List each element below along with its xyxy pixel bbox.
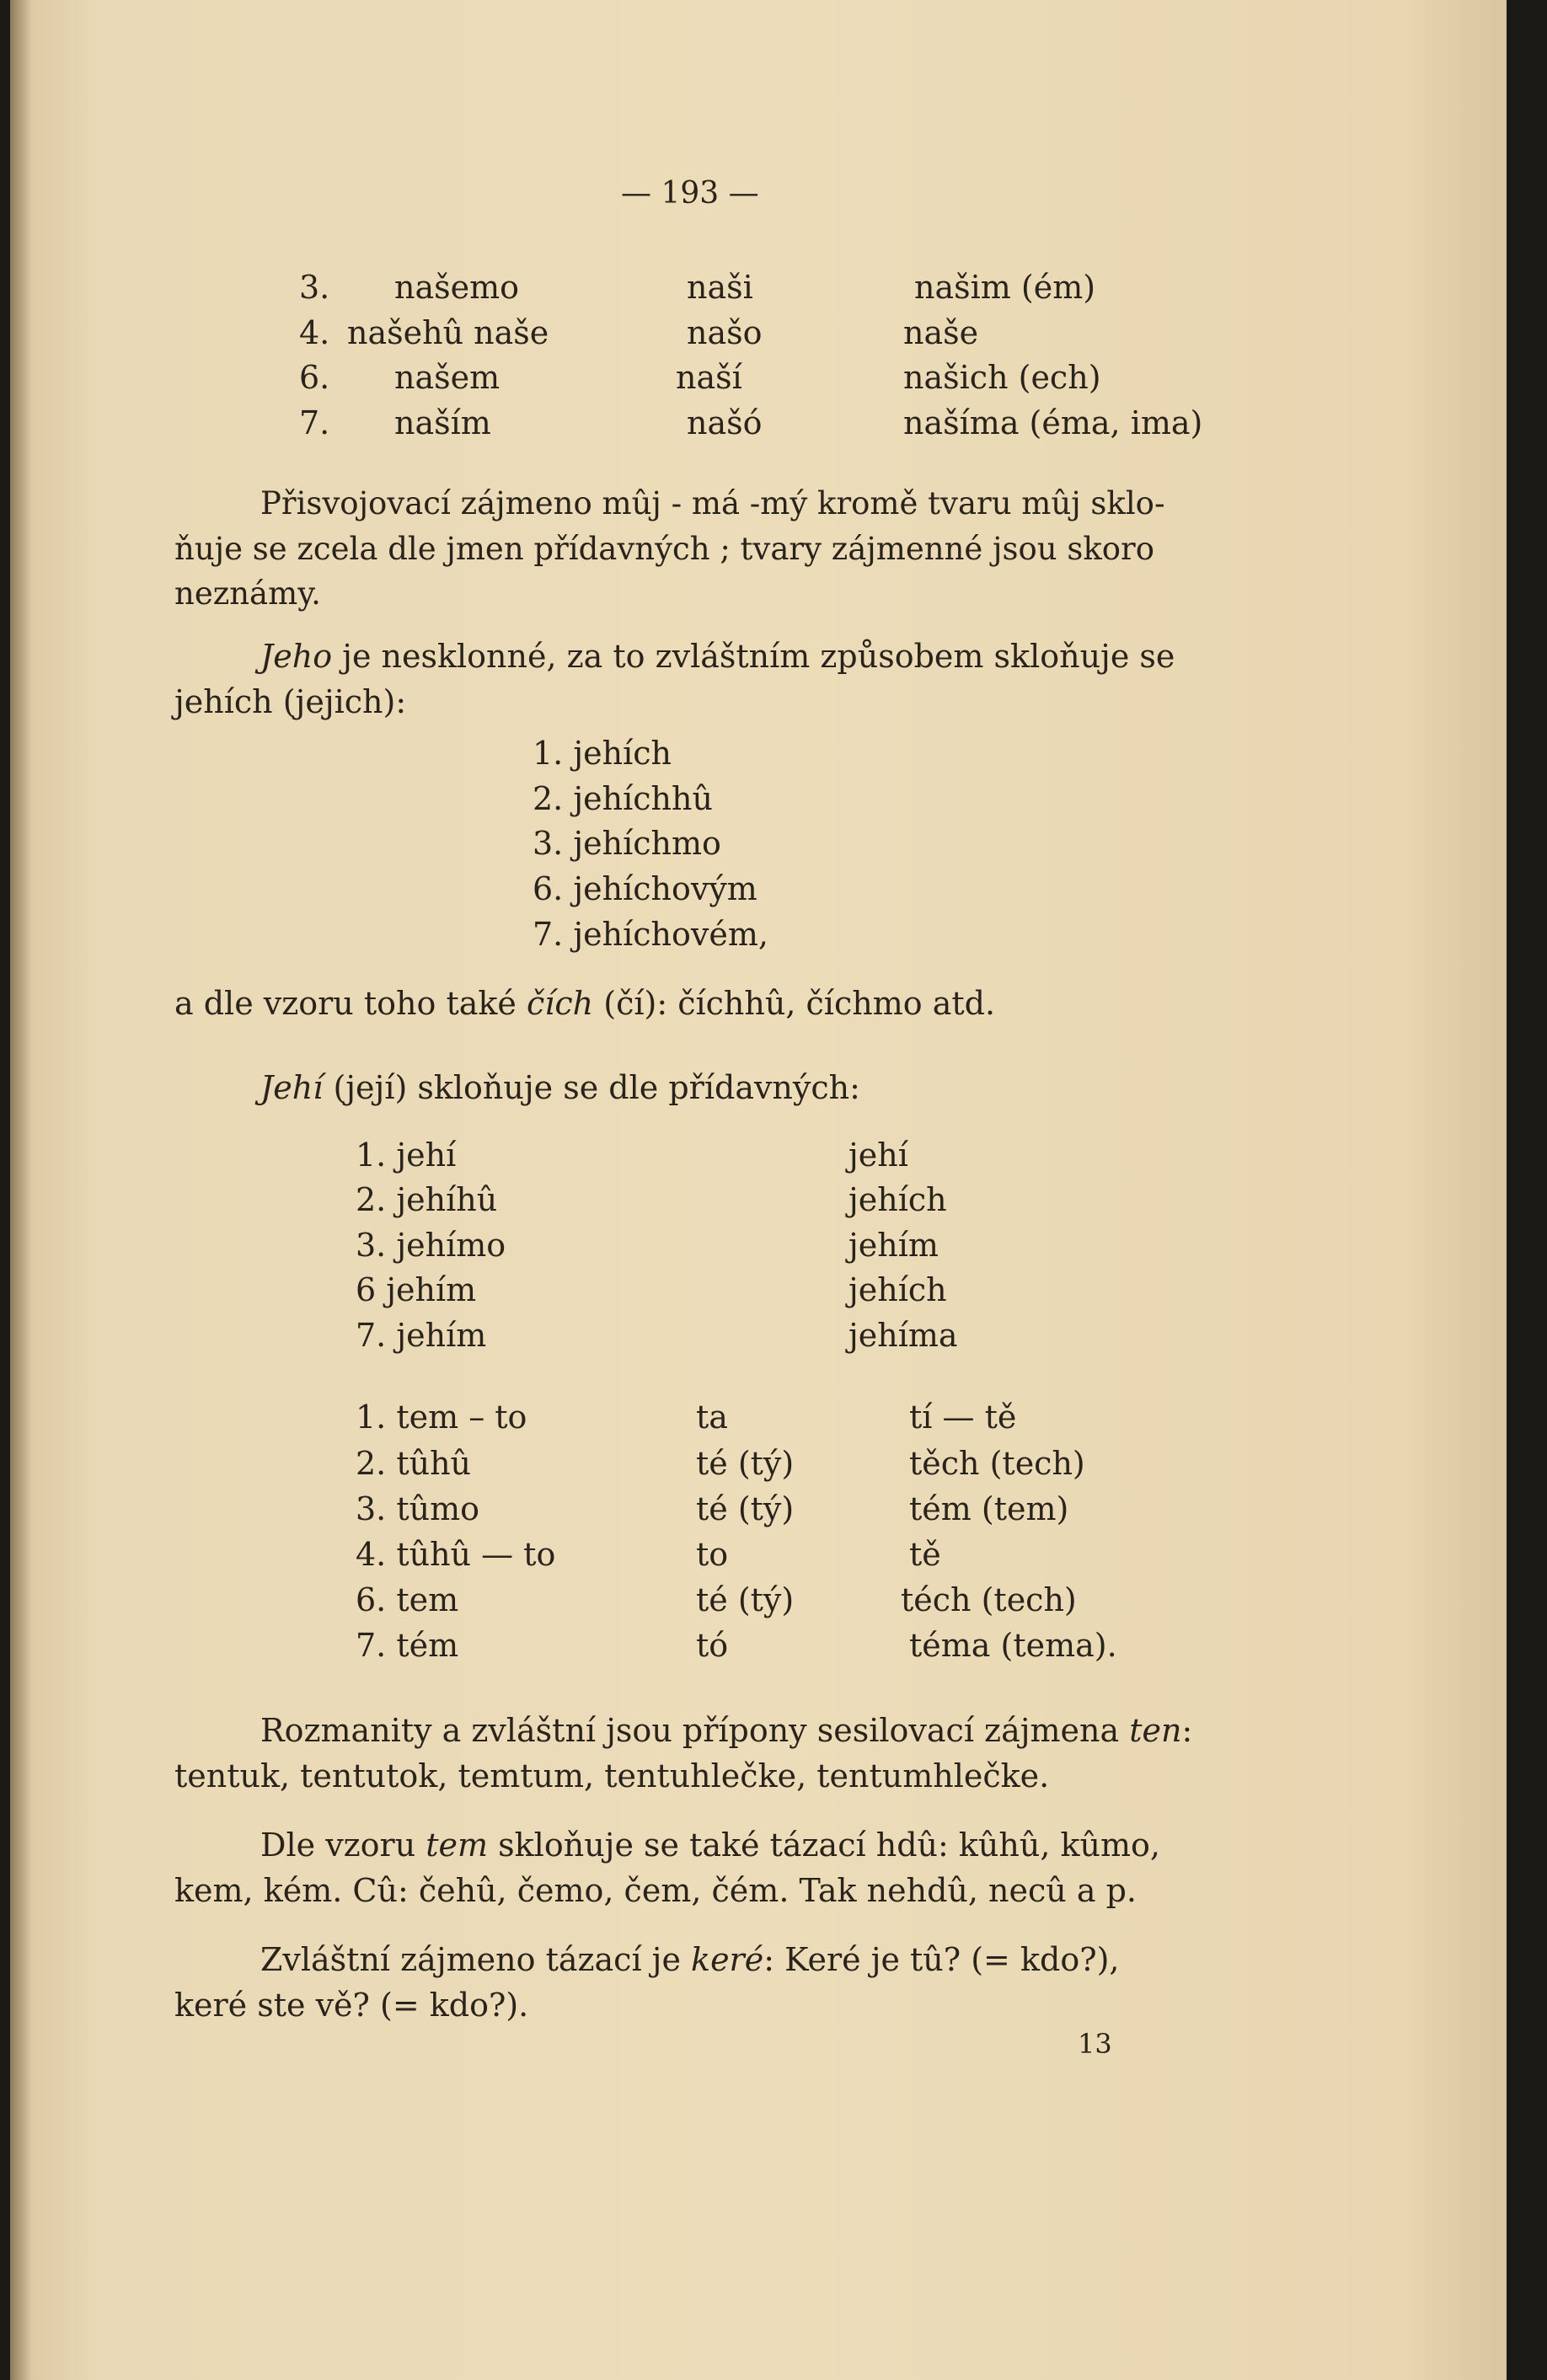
emphasis-word: Jehí <box>260 1069 324 1106</box>
paragraph-cich <box>174 985 996 1022</box>
table-cell: 3. jehímo <box>356 1227 506 1264</box>
table-cell: našich (ech) <box>903 359 1101 396</box>
text-span: Zvláštní zájmeno tázací je <box>260 1941 692 1978</box>
table-cell: jehích <box>848 1181 947 1218</box>
text-span: : <box>1181 1712 1193 1749</box>
table-cell: 6 jehím <box>356 1271 477 1308</box>
paragraph-jehi <box>260 1069 860 1106</box>
table-cell: tě <box>909 1536 941 1573</box>
table-cell: té (tý) <box>696 1581 795 1618</box>
text-line: jehích (jejich): <box>174 683 407 720</box>
list-item: 6. jehíchovým <box>533 870 757 907</box>
table-cell: našim (ém) <box>914 269 1096 306</box>
table-cell: té (tý) <box>696 1445 795 1482</box>
emphasis-word: keré <box>691 1941 764 1978</box>
list-item: 2. jehíchhû <box>533 780 713 817</box>
table-cell: jehích <box>848 1271 947 1308</box>
table-cell: 7. tém <box>356 1627 459 1664</box>
list-item: 1. jehích <box>533 735 672 772</box>
table-cell: ta <box>696 1399 728 1436</box>
table-cell: 1. tem – to <box>356 1399 527 1436</box>
text-span: (čí): číchhû, číchmo atd. <box>593 985 996 1022</box>
text-line: keré ste vě? (= kdo?). <box>174 1987 529 2024</box>
text-line <box>260 1941 1120 1978</box>
case-number: 6. <box>299 359 330 396</box>
table-cell: 2. tûhû <box>356 1445 472 1482</box>
emphasis-word: ten <box>1129 1712 1182 1749</box>
table-cell: jehíma <box>848 1317 958 1354</box>
text-span: skloňuje se také tázací hdû: kûhû, kûmo, <box>488 1826 1160 1864</box>
table-cell: téch (tech) <box>901 1581 1077 1618</box>
text-line: ňuje se zcela dle jmen přídavných ; tvary zájmenné jsou skoro <box>174 531 1155 567</box>
page-edge-shadow <box>1507 0 1527 2380</box>
table-cell: naše <box>903 314 979 351</box>
table-cell: našehû naše <box>347 314 549 351</box>
table-cell: naši <box>687 269 753 306</box>
table-cell: to <box>696 1536 729 1573</box>
page-number: — 193 — <box>621 176 759 211</box>
text-span: a dle vzoru toho také <box>174 985 527 1022</box>
emphasis-word: Jeho <box>260 638 333 675</box>
table-cell: 6. tem <box>356 1581 459 1618</box>
table-cell: té (tý) <box>696 1490 795 1527</box>
text-span: : Keré je tû? (= kdo?), <box>763 1941 1120 1978</box>
table-cell: našo <box>687 314 763 351</box>
list-item: 3. jehíchmo <box>533 825 721 862</box>
table-cell: našem <box>394 359 500 396</box>
text-line: kem, kém. Cû: čehû, čemo, čem, čém. Tak nehdû, necû a p. <box>174 1872 1137 1909</box>
text-span: Dle vzoru <box>260 1826 426 1864</box>
table-cell: naším <box>394 404 491 441</box>
case-number: 4. <box>299 314 330 351</box>
table-cell: tém (tem) <box>909 1490 1069 1527</box>
text-line: tentuk, tentutok, temtum, tentuhlečke, tentumhlečke. <box>174 1757 1050 1794</box>
text-span: (její) skloňuje se dle přídavných: <box>323 1069 860 1106</box>
table-cell: jehí <box>848 1137 908 1174</box>
table-cell: naší <box>676 359 742 396</box>
text-span: je nesklonné, za to zvláštním způsobem skloňuje se <box>332 638 1175 675</box>
table-cell: tó <box>696 1627 729 1664</box>
table-cell: 2. jehíhû <box>356 1181 498 1218</box>
table-cell: tí — tě <box>909 1399 1017 1436</box>
text-line <box>260 638 1175 675</box>
table-cell: těch (tech) <box>909 1445 1085 1482</box>
table-cell: našemo <box>394 269 520 306</box>
signature-mark: 13 <box>1078 2028 1112 2060</box>
text-line: Přisvojovací zájmeno mûj - má -mý kromě tvaru mûj sklo- <box>260 485 1165 521</box>
text-line <box>260 1826 1160 1864</box>
table-cell: našíma (éma, ima) <box>903 404 1203 441</box>
book-page <box>10 0 1527 2380</box>
table-cell: 1. jehí <box>356 1137 457 1174</box>
emphasis-word: čích <box>526 985 594 1022</box>
emphasis-word: tem <box>426 1826 489 1864</box>
table-cell: jehím <box>848 1227 939 1264</box>
case-number: 3. <box>299 269 330 306</box>
text-line <box>260 1712 1193 1749</box>
table-cell: našó <box>687 404 763 441</box>
case-number: 7. <box>299 404 330 441</box>
table-cell: 4. tûhû — to <box>356 1536 556 1573</box>
text-line: neznámy. <box>174 575 321 612</box>
table-cell: 3. tûmo <box>356 1490 479 1527</box>
table-cell: 7. jehím <box>356 1317 487 1354</box>
text-span: Rozmanity a zvláštní jsou přípony sesilovací zájmena <box>260 1712 1130 1749</box>
table-cell: téma (tema). <box>909 1627 1117 1664</box>
list-item: 7. jehíchovém, <box>533 916 768 953</box>
